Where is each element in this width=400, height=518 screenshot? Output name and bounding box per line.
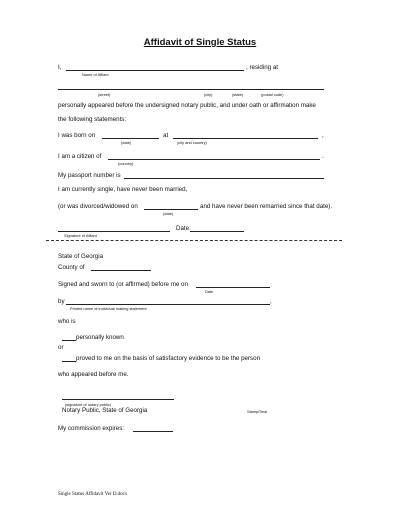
statements-text: the following statements: [58, 116, 127, 123]
divorced-prefix: (or was divorced/widowed on [58, 203, 138, 210]
affiant-name-line[interactable] [66, 70, 244, 71]
born-at-label: at [163, 132, 169, 139]
postal-caption: (postal code) [261, 92, 284, 97]
divorced-suffix: and have never been remarried since that date). [200, 203, 333, 210]
passport-number-line[interactable] [124, 178, 324, 179]
birth-date-line[interactable] [102, 138, 159, 139]
birth-date-caption: (date) [121, 140, 132, 145]
citizen-label: I am a citizen of [58, 153, 102, 160]
born-end: , [322, 132, 324, 139]
document-title: Affidavit of Single Status [143, 37, 257, 48]
signature-caption: Signature of Affiant [64, 233, 97, 238]
affiant-signature-line[interactable] [58, 231, 170, 232]
sworn-date-line[interactable] [196, 287, 270, 288]
county-label: County of [58, 264, 85, 271]
signature-date-label: Date: [176, 225, 191, 232]
notary-state: State of Georgia [58, 253, 104, 260]
single-text: I am currently single, have never been married, [58, 186, 188, 193]
by-end: , [270, 298, 272, 305]
birth-place-caption: (city and country) [177, 140, 207, 145]
section-divider [46, 240, 342, 241]
appeared-text: personally appeared before the undersigned notary public, and under oath or affirmation make [58, 102, 316, 109]
proved-checkline[interactable] [62, 361, 76, 362]
who-is-label: who is [58, 318, 76, 325]
notary-public-label: Notary Public, State of Georgia [62, 407, 148, 414]
country-caption: (country) [118, 161, 134, 166]
citizen-end: . [322, 153, 324, 160]
notary-signature-caption: (signature of notary public) [65, 402, 112, 407]
appeared-before-text: who appeared before me. [58, 371, 129, 378]
by-label: by [58, 298, 65, 305]
stamp-seal-label: Stamp/Seal [247, 409, 268, 414]
commission-label: My commission expires: [58, 425, 125, 432]
divorce-date-caption: (date) [163, 211, 174, 216]
personally-known-label: personally known [76, 334, 124, 341]
commission-date-line[interactable] [133, 431, 173, 432]
city-caption: (city) [204, 92, 213, 97]
citizenship-line[interactable] [108, 159, 320, 160]
signature-date-line[interactable] [190, 231, 244, 232]
passport-label: My passport number is [58, 172, 121, 179]
street-caption: (street) [98, 92, 111, 97]
personally-known-checkline[interactable] [62, 340, 76, 341]
proved-text: proved to me on the basis of satisfactory evidence to be the person [76, 355, 261, 362]
county-line[interactable] [91, 270, 151, 271]
printed-name-caption: Printed name of individual making statement [70, 306, 147, 311]
birth-place-line[interactable] [173, 138, 318, 139]
printed-name-line[interactable] [66, 304, 270, 305]
residing-label: , residing at [246, 64, 278, 71]
notary-signature-line[interactable] [62, 399, 174, 400]
sworn-text: Signed and sworn to (or affirmed) before me on [58, 281, 188, 288]
sworn-date-caption: Date [205, 289, 214, 294]
state-caption: (state) [232, 92, 244, 97]
divorce-date-line[interactable] [144, 209, 198, 210]
or-label: or [58, 344, 64, 351]
affiant-name-caption: Name of Affiant [82, 72, 109, 77]
document-footer: Single Status Affidavit Ver D.docx [58, 492, 128, 497]
born-label: I was born on [58, 132, 96, 139]
address-line[interactable] [58, 89, 324, 90]
affiant-prefix: I, [58, 64, 62, 71]
